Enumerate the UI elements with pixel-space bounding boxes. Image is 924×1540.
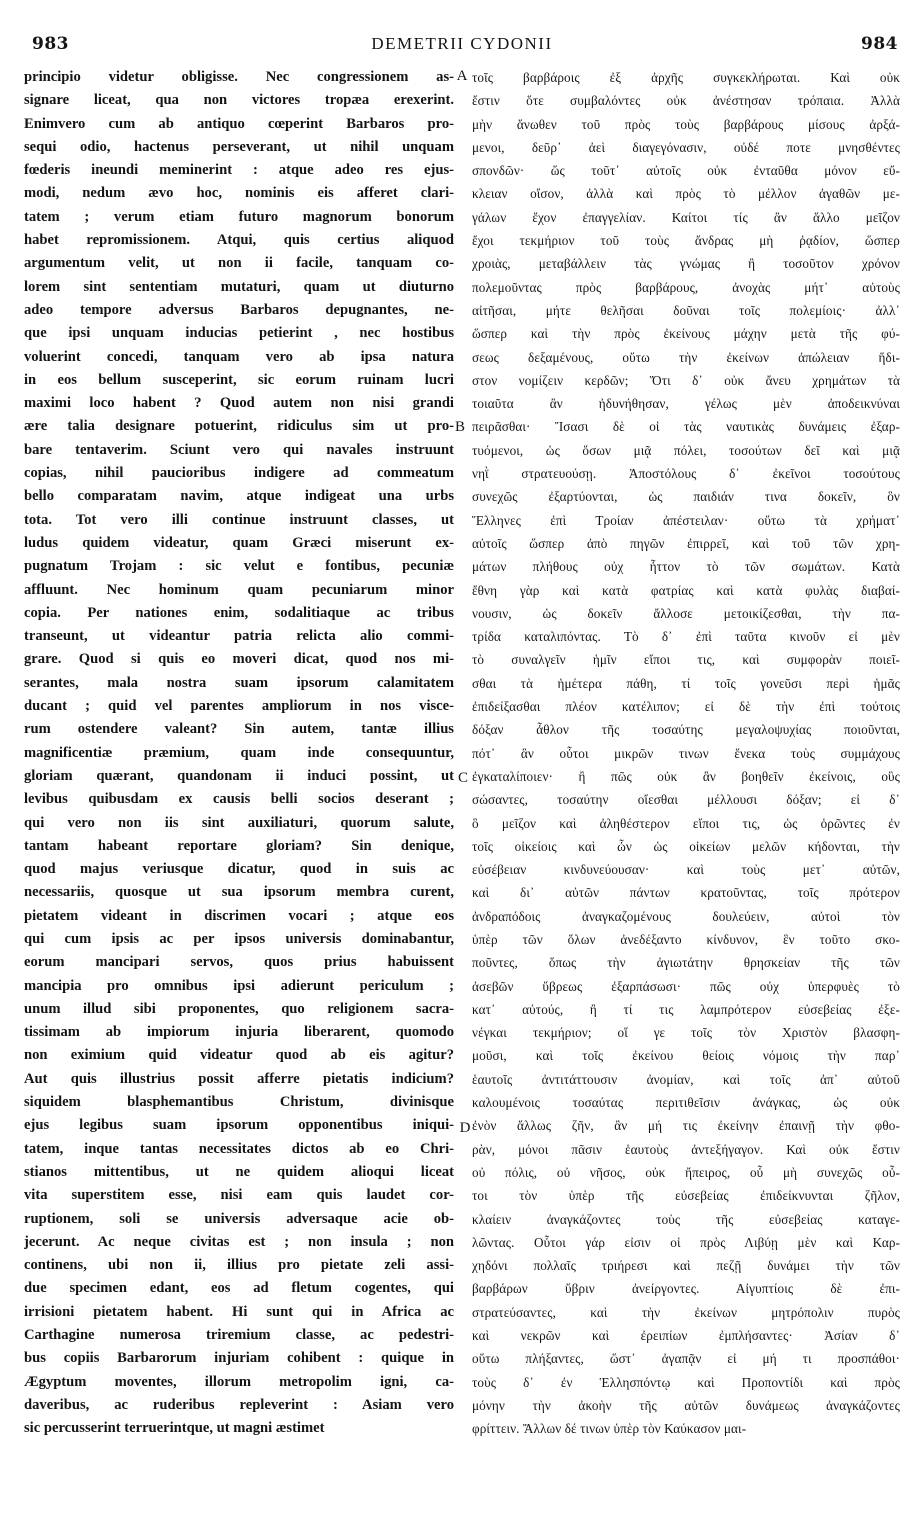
greek-line: ἔθνη γὰρ καὶ κατὰ φατρίας καὶ κατὰ φυλὰς διαβαί-	[472, 582, 900, 598]
greek-line: νουσιν, ὡς δοκεῖν ἄλλοσε μετοικίζεσθαι, τὴν πα-	[472, 605, 900, 621]
running-title: DEMETRII CYDONII	[371, 34, 553, 53]
latin-line: tota. Tot vero illi continue instruunt classes, ut	[24, 511, 454, 528]
greek-line: πειρᾶσθαι· Ἴσασι δὲ οἱ τὰς ναυτικὰς δυνάμεις ἐξαρ-	[472, 419, 900, 435]
greek-line: μενοι, δεῦρ᾽ ἀεὶ διαγεγόνασιν, οὐδέ ποτε μνησθέντες	[472, 139, 900, 155]
latin-line: siquidem blasphemantibus Christum, divinisque	[24, 1094, 454, 1111]
greek-line: γάλων ἔχον ἐπαγγελίαν. Καίτοι τίς ἂν ἄλλο μεῖζον	[472, 209, 900, 225]
latin-line: Carthagine numerosa triremium classe, ac pedestri-	[24, 1327, 454, 1344]
greek-line: στον νομίζειν κερδῶν; Ὅτι δ᾽ οὐκ ἄνευ χρημάτων τὰ	[472, 372, 900, 388]
latin-line: gloriam quærant, quandonam ii induci possint, ut	[24, 767, 454, 784]
latin-column	[24, 66, 454, 1441]
greek-line: κλαίειν ἀναγκάζοντες τοὺς τῆς εὐσεβείας καταγε-	[472, 1211, 900, 1227]
greek-line: μὴν ἄνωθεν τοῦ πρὸς τοὺς βαρβάρους μίσους ἀρξά-	[472, 116, 900, 132]
latin-line: bello comparatam navim, atque indigeat una urbs	[24, 488, 454, 505]
greek-line: ἀσεβῶν ὕβρεως ἐξαρπάσωσι· πῶς οὐχ ὑπερφυὲς τὸ	[472, 978, 900, 994]
greek-line: τοῖς οἰκείοις καὶ ὧν ὡς οἰκείων μελῶν κήδονται, τὴν	[472, 838, 900, 854]
latin-line: necessariis, quosque ut sua ipsorum membra curent,	[24, 884, 454, 901]
page-header	[0, 0, 924, 62]
latin-line: Ægyptum moventes, illorum metropolim igni, ca-	[24, 1373, 454, 1390]
greek-line: ποῦντες, ὅπως τὴν ἁγιωτάτην θρησκείαν τῆς τῶν	[472, 955, 900, 971]
latin-line: mancipia pro omnibus ipsi adierunt periculum ;	[24, 977, 454, 994]
latin-line: jecerunt. Ac neque civitas est ; non insula ; non	[24, 1233, 454, 1250]
latin-line: tatem ; verum etiam futuro magnorum bonorum	[24, 208, 454, 225]
greek-line: βαρβάρων ὕβριν ἀνείργοντες. Αἰγυπτίοις δὲ ἐπι-	[472, 1281, 900, 1297]
margin-letter-d: D	[459, 1120, 471, 1136]
page-number-right: 984	[861, 34, 898, 54]
latin-line: sic percusserint terruerintque, ut magni æstimet	[24, 1420, 325, 1437]
greek-line: ἐνὸν ἄλλως ζῆν, ἂν μή τις ἐκείνην ἐπαινῇ τὴν φθο-	[472, 1118, 900, 1134]
latin-line: due specimen edant, eos ad fletum cogentes, qui	[24, 1280, 454, 1297]
greek-line: νέγκαι τεκμήριον; οἵ γε τοῖς τὸν Χριστὸν βλασφη-	[472, 1025, 900, 1041]
greek-line: τοιαῦτα ἂν ἠδυνήθησαν, γέλως μὲν ἀποδεικνύναι	[472, 396, 900, 412]
greek-line: αἰτῆσαι, μήτε θελῆσαι δοῦναι τοῖς πολεμίοις· ἀλλ᾽	[472, 302, 900, 318]
greek-line: οὐ πόλις, οὐ νῆσος, οὐκ ἤπειρος, οὗ μὴ συνεχῶς οὗ-	[472, 1164, 900, 1180]
greek-line: οὕτω πλήξαντες, ὥστ᾽ ἀγαπᾷν εἰ μή τι προσπάθοι·	[472, 1351, 900, 1367]
latin-line: que ipsi unquam inducias petierint , nec hostibus	[24, 325, 454, 342]
greek-line: νηῒ στρατευούσῃ. Ἀποστόλους δ᾽ ἐκεῖνοι τοσούτους	[472, 466, 900, 482]
greek-line: πολεμοῦντας πρὸς βαρβάρους, ἀνοχὰς μήτ᾽ αὐτοὺς	[472, 279, 900, 295]
latin-line: grare. Quod si quis eo moveri dicat, quod nos mi-	[24, 651, 454, 668]
latin-line: quod majus veriusque dicatur, quod in suis ac	[24, 861, 454, 878]
latin-line: irrisioni pietatem habent. Hi sunt qui in Africa ac	[24, 1303, 454, 1320]
latin-line: qui vero non iis sint auxiliaturi, quorum salute,	[24, 814, 454, 831]
greek-line: καὶ δι᾽ αὐτῶν πάντων κρατοῦντας, τοῖς πρότερον	[472, 885, 900, 901]
latin-line: in eos bellum susceperint, sic eorum ruinam lucri	[24, 371, 454, 388]
latin-line: copia. Per nationes enim, sodalitiaque ac tribus	[24, 604, 454, 621]
latin-line: magnificentiæ præmium, quam inde consequuntur,	[24, 744, 454, 761]
greek-line: σπονδῶν· ὥς τοῦτ᾽ αὐτοῖς οὐκ ἐνταῦθα μόνον εὔ-	[472, 163, 900, 179]
greek-line: τυόμενοι, ὡς ὅσων μιᾷ πόλει, τοσούτων δεῖ καὶ μιᾷ	[472, 442, 900, 458]
greek-line: Ἕλληνες ἐπὶ Τροίαν ἀπέστειλαν· οὕτω τὰ χρήματ᾽	[472, 512, 900, 528]
latin-line: voluerint concedi, tanquam vero ab ipsa natura	[24, 348, 454, 365]
greek-line: χηδόνι πολλαῖς τριήρεσι καὶ πεζῇ δυνάμει τὴν τῶν	[472, 1258, 900, 1274]
greek-line: ἔστιν ὅτε συμβαλόντες οὐκ ἀνέστησαν τρόπαια. Ἀλλὰ	[472, 93, 900, 109]
greek-line: τοῖς βαρβάροις ἐξ ἀρχῆς συγκεκλήρωται. Καὶ οὐκ	[472, 70, 900, 85]
latin-line: argumentum velit, ut non ii facile, tanquam co-	[24, 255, 454, 272]
margin-letter-b: B	[454, 419, 465, 435]
latin-line: Enimvero cum ab antiquo cœperint Barbaros pro-	[24, 115, 454, 132]
greek-line: συνεχῶς ἐξαρτύονται, ὡς παιδιάν τινα δοκεῖν, ὃν	[472, 489, 900, 505]
margin-letter-c: C	[457, 770, 468, 786]
latin-line: pietatem videant in discrimen vocari ; atque eos	[24, 907, 454, 924]
latin-line: stianos mittentibus, ut ne quidem alioqui liceat	[24, 1163, 454, 1180]
greek-line: φρίττειν. Ἄλλων δέ τινων ὑπὲρ τὸν Καύκασον μαι-	[472, 1421, 747, 1437]
latin-line: daveribus, ac ruderibus repleverint : Asiam vero	[24, 1396, 454, 1413]
latin-line: ludus quidem videatur, quam Græci miserunt ex-	[24, 534, 454, 551]
greek-line: ἔχοι τεκμήριον τοῦ τοὺς ἄνδρας μὴ ῥᾳδίον, ὥσπερ	[472, 233, 900, 249]
greek-line: τρίδα καταλιπόντας. Τὸ δ᾽ ἐπὶ ταῦτα κινοῦν εἰ μὲν	[472, 629, 900, 645]
greek-line: ρὰν, μόνοι πᾶσιν ἑαυτοὺς ἀντεξήγαγον. Καὶ οὐκ ἔστιν	[472, 1141, 900, 1157]
greek-line: χροιὰς, μεταβάλλειν τὰς γνώμας ἢ τοσοῦτον χρόνον	[472, 256, 900, 272]
latin-line: ejus legibus suam ipsorum opponentibus iniqui-	[24, 1117, 454, 1134]
latin-line: tantam habeant reportare gloriam? Sin denique,	[24, 837, 454, 854]
greek-line: κλειαν οἴσον, ἀλλὰ καὶ πρὸς τὸ μέλλον ἀγαθῶν με-	[472, 186, 900, 202]
latin-line: transeunt, ut videantur patria relicta alio commi-	[24, 628, 454, 645]
greek-line: εὐσέβειαν κινδυνεύουσαν· καὶ τοὺς μετ᾽ αὐτῶν,	[472, 862, 900, 878]
latin-line: vita superstitem esse, nisi eam quis laudet cor-	[24, 1187, 454, 1204]
greek-line: ὑπὲρ τῶν ὅλων ἀνεδέξαντο κίνδυνον, ἓν τοῦτο σκο-	[472, 931, 900, 947]
latin-line: unum illud sibi proponentes, quo religionem sacra-	[24, 1000, 454, 1017]
latin-line: ære talia designare potuerint, ridiculus sim ut pro-	[24, 418, 454, 435]
greek-line: μοῦσι, καὶ τοῖς ἐκείνου θείοις νόμοις τὴν παρ᾽	[472, 1048, 900, 1064]
latin-line: modi, nedum ævo hoc, nominis eis afferet clari-	[24, 185, 454, 202]
greek-line: μόνην τὴν ἀκοὴν τῆς αὐτῶν δυνάμεως ἀναγκάζοντες	[472, 1397, 900, 1413]
latin-line: tatem, inque tantas necessitates dictos ab eo Chri-	[24, 1140, 454, 1157]
greek-line: ἐπιδείξασθαι πλέον κατέλιπον; εἰ δὲ τὴν ἐπὶ τούτοις	[472, 699, 900, 715]
latin-line: sequi odio, hactenus perseverant, ut nihil unquam	[24, 138, 454, 155]
latin-line: rum ostendere valeant? Sin autem, tantæ illius	[24, 721, 454, 738]
latin-line: copias, nihil paucioribus indigere ad commeatum	[24, 465, 454, 482]
greek-line: λῶντας. Οὗτοι γάρ εἰσιν οἱ πρὸς Λιβύῃ μὲν καὶ Καρ-	[472, 1234, 900, 1250]
latin-line: levibus quibusdam ex causis belli socios deserant ;	[24, 791, 454, 808]
latin-line: non eximium quid videatur quod ab eis agitur?	[24, 1047, 454, 1064]
latin-line: qui cum ipsis ac per ipsos universis dominabantur,	[24, 930, 454, 947]
latin-line: habet repromissionem. Atqui, quis certius aliquod	[24, 232, 454, 249]
latin-line: adeo tempore adversus Barbaros depugnantes, ne-	[24, 301, 454, 318]
greek-line: δόξαν ἆθλον τῆς τοσαύτης μεγαλοψυχίας ποιοῦνται,	[472, 722, 900, 738]
latin-line: eorum mancipari servos, quos prius habuissent	[24, 954, 454, 971]
latin-line: continens, ubi non ii, illius pro pietate zeli assi-	[24, 1257, 454, 1274]
latin-line: maximi loco habent ? Quod autem non nisi grandi	[24, 395, 454, 412]
greek-line: τοὺς δ᾽ ἐν Ἑλλησπόντῳ καὶ Προποντίδι καὶ πρὸς	[472, 1374, 900, 1390]
margin-letter-a: A	[456, 68, 468, 84]
greek-line: ἐγκαταλίποιεν· ἢ πῶς οὐκ ἂν βοηθεῖν ἐκείνοις, οὓς	[472, 768, 900, 784]
greek-line: ἀνδραπόδοις ἀναγκαζομένους δουλεύειν, αὐτοὶ τὸν	[472, 908, 900, 924]
greek-line: σθαι τὰ ἡμέτερα πάθη, τί τοῖς γονεῦσι περὶ ἡμᾶς	[472, 675, 900, 691]
greek-line: ὥσπερ καὶ τὴν πρὸς ἐκείνους μάχην μετὰ τῆς φύ-	[472, 326, 900, 342]
latin-line: principio videtur obligisse. Nec congressionem as-	[24, 69, 454, 85]
latin-line: pugnatum Trojam : sic velut e fontibus, pecuniæ	[24, 558, 454, 575]
latin-line: signare liceat, qua non victores tropæa erexerint.	[24, 92, 454, 109]
greek-line: στρατεύσαντες, καὶ τὴν ἐκείνων μητρόπολιν πυρὸς	[472, 1304, 900, 1320]
greek-line: αὐτοῖς ὥσπερ ἀπὸ πηγῶν ἐπιρρεῖ, καὶ τοῦ τῶν χρη-	[472, 535, 900, 551]
greek-line: τὸ συναλγεῖν ἡμῖν εἴποι τις, καὶ συμφορὰν ποιεῖ-	[472, 652, 900, 668]
greek-line: κατ᾽ αὐτούς, ἢ τί τις λαμπρότερον εὐσεβείας ἐξε-	[472, 1001, 900, 1017]
greek-column	[472, 66, 900, 1441]
latin-line: Aut quis illustrius possit afferre pietatis indicium?	[24, 1070, 454, 1087]
greek-line: ἑαυτοῖς ἀντιτάττουσιν ἀνομίαν, καὶ τοῖς ἀπ᾽ αὐτοῦ	[472, 1071, 900, 1087]
latin-line: ducant ; quid vel parentes ampliorum in nos visce-	[24, 698, 454, 715]
latin-line: lorem sint sententiam mutaturi, quam ut diuturno	[24, 278, 454, 295]
latin-line: affluunt. Nec hominum quam pecuniarum minor	[24, 581, 454, 598]
latin-line: bus copiis Barbarorum injuriam cohibent : quique in	[24, 1350, 454, 1367]
latin-line: tissimam ab impiorum injuria liberarent, quomodo	[24, 1024, 454, 1041]
greek-line: σεως δεξαμένους, οὕτω τὴν ἐκείνων ἀπώλειαν ἥδι-	[472, 349, 900, 365]
greek-line: πότ᾽ ἂν οὗτοι μικρῶν τινων ἕνεκα τοὺς συμμάχους	[472, 745, 900, 761]
greek-line: μάτων πλήθους οὐχ ἧττον τὸ τῶν σωμάτων. Κατὰ	[472, 559, 900, 575]
greek-line: σώσαντες, τοσαύτην οἴεσθαι μέλλουσι δόξαν; εἰ δ᾽	[472, 792, 900, 808]
latin-line: ruptionem, soli se universis adversaque acie ob-	[24, 1210, 454, 1227]
latin-line: bare tentaverim. Sciunt vero qui navales instruunt	[24, 441, 454, 458]
latin-line: serantes, mala nostra suam ipsorum calamitatem	[24, 674, 454, 691]
latin-line: fœderis ineundi meminerint : atque adeo res ejus-	[24, 162, 454, 179]
page-number-left: 983	[32, 34, 69, 54]
greek-line: καλουμένοις τοσαύτας περιτιθεῖσιν ἀνάγκας, ὡς οὐκ	[472, 1095, 900, 1111]
greek-line: καὶ νεκρῶν καὶ ἐρειπίων ἐμπλήσαντες· Ἀσίαν δ᾽	[472, 1328, 900, 1344]
greek-line: ὃ μεῖζον καὶ ἀληθέστερον εἴποι τις, ὡς ὁρῶντες ἐν	[472, 815, 900, 831]
greek-line: τοι τὸν ὑπὲρ τῆς εὐσεβείας ἐπιδείκνυνται ζῆλον,	[472, 1188, 900, 1204]
